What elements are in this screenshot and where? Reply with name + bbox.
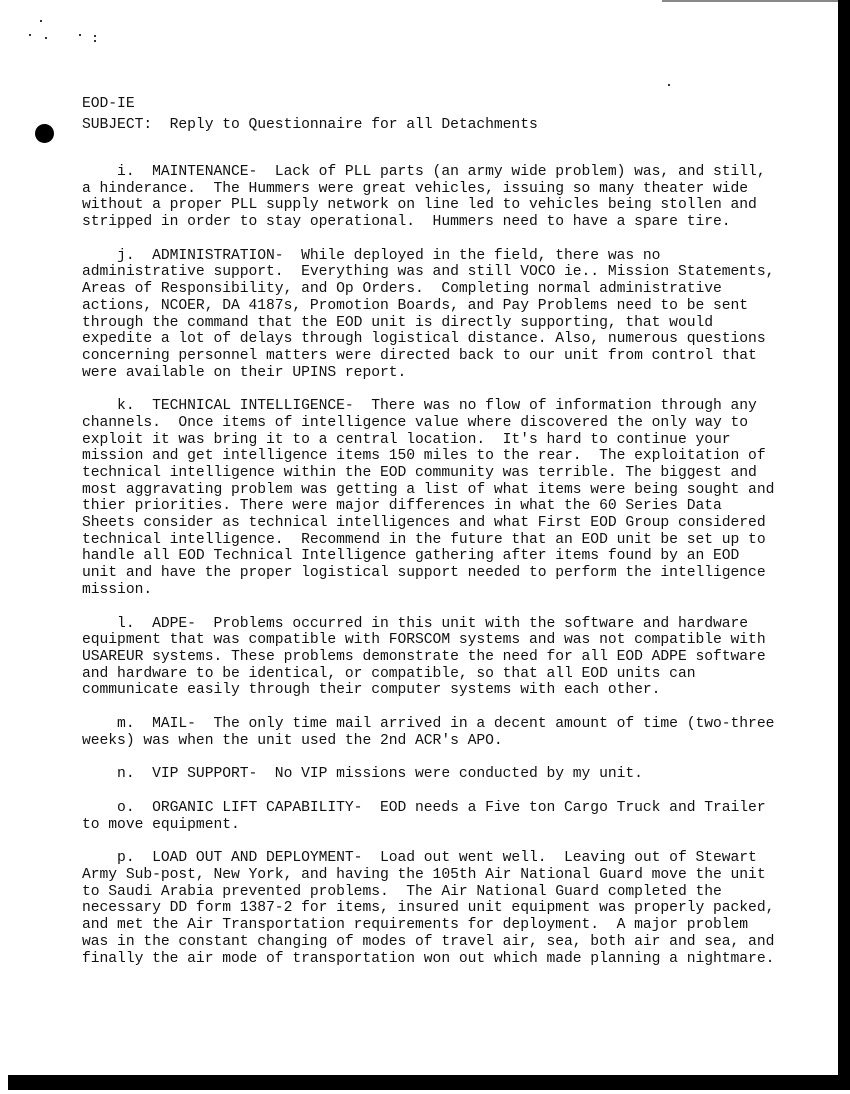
text-line: k. TECHNICAL INTELLIGENCE- There was no flow of information through any <box>82 398 757 415</box>
office-symbol: EOD-IE <box>82 96 135 112</box>
scan-speck <box>45 37 47 39</box>
text-line: USAREUR systems. These problems demonstrate the need for all EOD ADPE software <box>82 648 766 665</box>
memo-header <box>82 94 538 136</box>
text-line: handle all EOD Technical Intelligence gathering after items found by an EOD <box>82 548 740 565</box>
text-line: weeks) was when the unit used the 2nd ACR's APO. <box>82 732 503 749</box>
text-line: administrative support. Everything was and still VOCO ie.. Mission Statements, <box>82 264 775 281</box>
text-line: finally the air mode of transportation won out which made planning a nightmare. <box>82 950 775 967</box>
text-line: Sheets consider as technical intelligences and what First EOD Group considered <box>82 515 766 532</box>
text-line: to Saudi Arabia prevented problems. The Air National Guard completed the <box>82 883 722 900</box>
scan-speck <box>29 34 31 36</box>
scan-border-right <box>838 0 850 1090</box>
paragraph <box>82 398 774 598</box>
scan-border-bottom <box>8 1075 850 1090</box>
text-line: channels. Once items of intelligence value where discovered the only way to <box>82 414 749 431</box>
text-line: and met the Air Transportation requirements for deployment. A major problem <box>82 917 749 934</box>
text-line: unit and have the proper logistical support needed to perform the intelligence <box>82 565 766 582</box>
text-line: and hardware to be identical, or compatible, so that all EOD units can <box>82 665 696 682</box>
scan-speck <box>94 40 96 42</box>
text-line: p. LOAD OUT AND DEPLOYMENT- Load out went well. Leaving out of Stewart <box>82 850 757 867</box>
text-line: i. MAINTENANCE- Lack of PLL parts (an army wide problem) was, and still, <box>82 164 766 180</box>
paragraph <box>82 716 774 749</box>
text-line: Areas of Responsibility, and Op Orders. Completing normal administrative <box>82 281 722 298</box>
paragraph <box>82 800 774 833</box>
text-line: concerning personnel matters were directed back to our unit from control that <box>82 347 757 364</box>
paragraph <box>82 248 774 382</box>
text-line: l. ADPE- Problems occurred in this unit with the software and hardware <box>82 615 749 632</box>
text-line: o. ORGANIC LIFT CAPABILITY- EOD needs a Five ton Cargo Truck and Trailer <box>82 800 766 816</box>
text-line: j. ADMINISTRATION- While deployed in the field, there was no <box>82 247 661 264</box>
text-line: Army Sub-post, New York, and having the 105th Air National Guard move the unit <box>82 867 766 884</box>
text-line: mission. <box>82 581 153 598</box>
text-line: mission and get intelligence items 150 miles to the rear. The exploitation of <box>82 448 766 465</box>
paragraph <box>82 850 774 967</box>
text-line: communicate easily through their computer systems with each other. <box>82 682 661 699</box>
memo-body <box>82 164 774 984</box>
text-line: most aggravating problem was getting a list of what items were being sought and <box>82 481 775 498</box>
punch-hole <box>35 124 54 143</box>
scan-speck <box>94 35 96 37</box>
text-line: m. MAIL- The only time mail arrived in a decent amount of time (two-three <box>82 715 775 732</box>
text-line: technical intelligence. Recommend in the future that an EOD unit be set up to <box>82 531 766 548</box>
text-line: expedite a lot of delays through logistical distance. Also, numerous questions <box>82 331 766 348</box>
paragraph <box>82 616 774 699</box>
text-line: actions, NCOER, DA 4187s, Promotion Boards, and Pay Problems need to be sent <box>82 297 749 314</box>
text-line: a hinderance. The Hummers were great vehicles, issuing so many theater wide <box>82 180 749 197</box>
text-line: necessary DD form 1387-2 for items, insured unit equipment was properly packed, <box>82 900 775 917</box>
paragraph <box>82 164 774 231</box>
text-line: exploit it was bring it to a central location. It's hard to continue your <box>82 431 731 448</box>
text-line: equipment that was compatible with FORSCOM systems and was not compatible with <box>82 632 766 649</box>
text-line: n. VIP SUPPORT- No VIP missions were conducted by my unit. <box>82 766 643 783</box>
text-line: stripped in order to stay operational. Hummers need to have a spare tire. <box>82 214 731 231</box>
text-line: without a proper PLL supply network on line led to vehicles being stollen and <box>82 197 757 214</box>
paragraph <box>82 766 774 783</box>
subject-line: SUBJECT: Reply to Questionnaire for all Detachments <box>82 117 538 133</box>
text-line: was in the constant changing of modes of travel air, sea, both air and sea, and <box>82 933 775 950</box>
text-line: through the command that the EOD unit is directly supporting, that would <box>82 314 714 331</box>
text-line: to move equipment. <box>82 816 240 833</box>
scan-speck <box>668 84 670 86</box>
scan-speck <box>79 34 81 36</box>
text-line: thier priorities. There were major differences in what the 60 Series Data <box>82 498 722 515</box>
scan-edge-line <box>662 0 838 2</box>
scan-speck <box>40 20 42 22</box>
text-line: were available on their UPINS report. <box>82 364 407 381</box>
text-line: technical intelligence within the EOD community was terrible. The biggest and <box>82 465 757 481</box>
